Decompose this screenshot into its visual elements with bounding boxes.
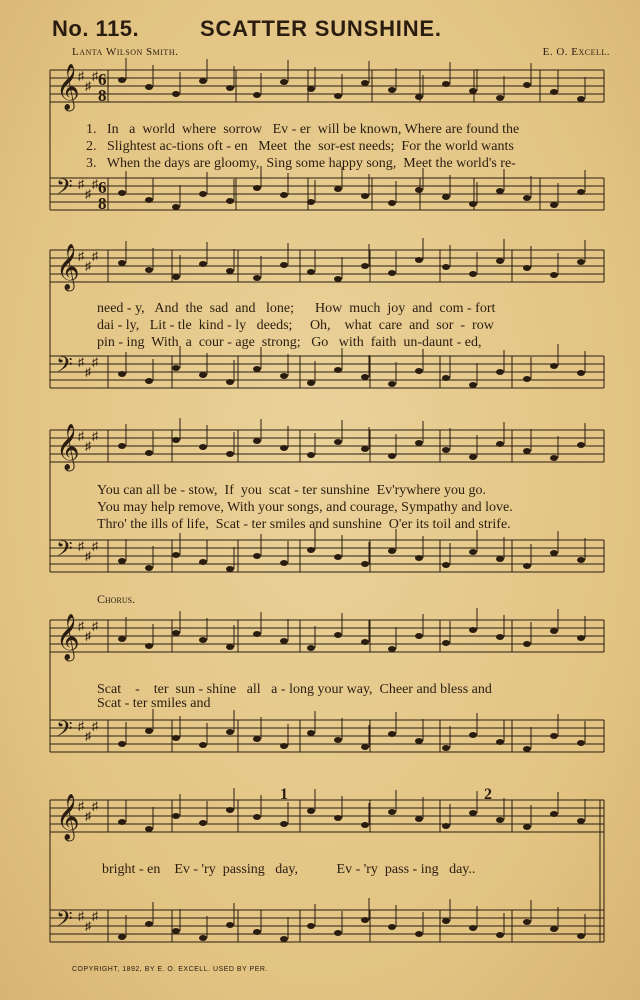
- note-head: [226, 198, 234, 204]
- chorus-line-1-alt: Scat - ter smiles and: [97, 696, 211, 711]
- sharp-icon: ♯: [78, 909, 84, 923]
- sharp-icon: ♯: [85, 259, 91, 273]
- note-head: [523, 448, 531, 454]
- sharp-icon: ♯: [85, 365, 91, 379]
- note-head: [523, 82, 531, 88]
- note-head: [280, 936, 288, 942]
- sharp-icon: ♯: [85, 549, 91, 563]
- note-head: [199, 742, 207, 748]
- sharp-icon: ♯: [92, 799, 98, 813]
- note-head: [334, 930, 342, 936]
- note-head: [253, 736, 261, 742]
- note-head: [226, 566, 234, 572]
- note-head: [199, 820, 207, 826]
- bass-clef-icon: 𝄢: [56, 537, 73, 567]
- note-head: [253, 553, 261, 559]
- note-head: [199, 559, 207, 565]
- note-head: [145, 826, 153, 832]
- note-head: [145, 378, 153, 384]
- note-head: [523, 376, 531, 382]
- sharp-icon: ♯: [92, 177, 98, 191]
- note-head: [469, 732, 477, 738]
- note-head: [145, 643, 153, 649]
- note-head: [469, 382, 477, 388]
- note-head: [361, 744, 369, 750]
- lyricist-credit: Lanta Wilson Smith.: [72, 46, 179, 58]
- note-head: [334, 439, 342, 445]
- note-head: [307, 452, 315, 458]
- sharp-icon: ♯: [78, 249, 84, 263]
- note-head: [334, 276, 342, 282]
- note-head: [361, 446, 369, 452]
- chorus-label: Chorus.: [97, 592, 136, 606]
- note-head: [388, 809, 396, 815]
- note-head: [388, 87, 396, 93]
- note-head: [334, 554, 342, 560]
- note-head: [118, 819, 126, 825]
- note-head: [253, 631, 261, 637]
- note-head: [577, 557, 585, 563]
- note-head: [442, 264, 450, 270]
- verse-3-line-2: pin - ing With a cour - age strong; Go with faith un-daunt - ed,: [97, 335, 482, 350]
- verse-2-line-3: You may help remove, With your songs, and courage, Sympathy and love.: [97, 500, 513, 515]
- note-head: [442, 81, 450, 87]
- note-head: [523, 563, 531, 569]
- note-head: [118, 636, 126, 642]
- note-head: [280, 373, 288, 379]
- sharp-icon: ♯: [85, 187, 91, 201]
- note-head: [145, 728, 153, 734]
- time-signature-digit: 6: [98, 70, 107, 89]
- note-head: [577, 933, 585, 939]
- note-head: [388, 270, 396, 276]
- note-head: [388, 381, 396, 387]
- sharp-icon: ♯: [78, 69, 84, 83]
- note-head: [550, 202, 558, 208]
- note-head: [280, 262, 288, 268]
- note-head: [523, 824, 531, 830]
- note-head: [172, 552, 180, 558]
- note-head: [307, 86, 315, 92]
- sharp-icon: ♯: [85, 809, 91, 823]
- note-head: [415, 555, 423, 561]
- note-head: [253, 366, 261, 372]
- verse-2-line-2: dai - ly, Lit - tle kind - ly deeds; Oh, what care and sor - row: [97, 318, 494, 333]
- note-head: [226, 268, 234, 274]
- copyright-notice: COPYRIGHT, 1892, BY E. O. EXCELL. USED BY PER.: [72, 966, 268, 973]
- note-head: [469, 925, 477, 931]
- note-head: [523, 641, 531, 647]
- sharp-icon: ♯: [78, 429, 84, 443]
- note-head: [199, 78, 207, 84]
- verse-3-line-3: Thro' the ills of life, Scat - ter smiles and sunshine O'er its toil and strife.: [97, 517, 511, 532]
- note-head: [550, 363, 558, 369]
- note-head: [253, 92, 261, 98]
- note-head: [469, 271, 477, 277]
- note-head: [280, 638, 288, 644]
- sharp-icon: ♯: [78, 539, 84, 553]
- note-head: [172, 630, 180, 636]
- note-head: [334, 632, 342, 638]
- note-head: [361, 561, 369, 567]
- hymn-number: No. 115.: [52, 16, 140, 41]
- note-head: [523, 746, 531, 752]
- note-head: [226, 644, 234, 650]
- note-head: [442, 640, 450, 646]
- note-head: [199, 372, 207, 378]
- note-head: [253, 814, 261, 820]
- note-head: [334, 367, 342, 373]
- note-head: [415, 440, 423, 446]
- bass-clef-icon: 𝄢: [56, 717, 73, 747]
- note-head: [577, 740, 585, 746]
- note-head: [388, 646, 396, 652]
- sharp-icon: ♯: [92, 619, 98, 633]
- note-head: [577, 370, 585, 376]
- note-head: [415, 816, 423, 822]
- note-head: [550, 272, 558, 278]
- note-head: [226, 922, 234, 928]
- bass-clef-icon: 𝄢: [56, 175, 73, 205]
- note-head: [496, 556, 504, 562]
- verse-1-line-3: You can all be - stow, If you scat - ter sunshine Ev'rywhere you go.: [97, 483, 486, 498]
- note-head: [307, 645, 315, 651]
- note-head: [361, 193, 369, 199]
- note-head: [118, 260, 126, 266]
- composer-credit: E. O. Excell.: [542, 46, 610, 58]
- note-head: [442, 375, 450, 381]
- note-head: [550, 455, 558, 461]
- note-head: [307, 923, 315, 929]
- treble-clef-icon: 𝄞: [56, 614, 80, 660]
- time-signature-digit: 8: [98, 86, 107, 105]
- time-signature-digit: 6: [98, 178, 107, 197]
- note-head: [469, 454, 477, 460]
- note-head: [496, 739, 504, 745]
- note-head: [172, 928, 180, 934]
- note-head: [118, 371, 126, 377]
- note-head: [550, 89, 558, 95]
- note-head: [361, 80, 369, 86]
- note-head: [307, 547, 315, 553]
- note-head: [307, 380, 315, 386]
- sharp-icon: ♯: [92, 355, 98, 369]
- note-head: [361, 917, 369, 923]
- sharp-icon: ♯: [78, 355, 84, 369]
- note-head: [145, 267, 153, 273]
- note-head: [334, 186, 342, 192]
- note-head: [550, 811, 558, 817]
- note-head: [388, 453, 396, 459]
- note-head: [415, 633, 423, 639]
- sharp-icon: ♯: [92, 69, 98, 83]
- note-head: [361, 263, 369, 269]
- note-head: [415, 368, 423, 374]
- note-head: [199, 261, 207, 267]
- note-head: [172, 735, 180, 741]
- hymn-title: SCATTER SUNSHINE.: [200, 16, 442, 41]
- note-head: [523, 265, 531, 271]
- note-head: [415, 187, 423, 193]
- sharp-icon: ♯: [92, 249, 98, 263]
- note-head: [145, 197, 153, 203]
- note-head: [361, 374, 369, 380]
- note-head: [253, 929, 261, 935]
- sharp-icon: ♯: [78, 619, 84, 633]
- note-head: [334, 815, 342, 821]
- note-head: [361, 822, 369, 828]
- time-signature-digit: 8: [98, 194, 107, 213]
- note-head: [307, 808, 315, 814]
- note-head: [199, 637, 207, 643]
- note-head: [550, 628, 558, 634]
- sharp-icon: ♯: [85, 729, 91, 743]
- note-head: [442, 823, 450, 829]
- note-head: [118, 443, 126, 449]
- note-head: [253, 438, 261, 444]
- note-head: [280, 560, 288, 566]
- note-head: [442, 194, 450, 200]
- sharp-icon: ♯: [78, 177, 84, 191]
- note-head: [172, 274, 180, 280]
- note-head: [442, 745, 450, 751]
- second-ending-mark: 2: [484, 786, 492, 803]
- note-head: [550, 550, 558, 556]
- note-head: [199, 444, 207, 450]
- note-head: [199, 191, 207, 197]
- sharp-icon: ♯: [78, 799, 84, 813]
- note-head: [388, 200, 396, 206]
- bass-clef-icon: 𝄢: [56, 907, 73, 937]
- treble-clef-icon: 𝄞: [56, 244, 80, 290]
- note-head: [496, 441, 504, 447]
- note-head: [118, 190, 126, 196]
- note-head: [523, 919, 531, 925]
- note-head: [172, 204, 180, 210]
- note-head: [334, 737, 342, 743]
- note-head: [172, 91, 180, 97]
- note-head: [469, 549, 477, 555]
- note-head: [226, 807, 234, 813]
- note-head: [172, 813, 180, 819]
- note-head: [496, 258, 504, 264]
- note-head: [145, 84, 153, 90]
- sharp-icon: ♯: [92, 429, 98, 443]
- note-head: [415, 738, 423, 744]
- verse-3-line-1: 3. When the days are gloomy, Sing some happy song, Meet the world's re-: [86, 156, 516, 171]
- note-head: [145, 921, 153, 927]
- note-head: [415, 257, 423, 263]
- note-head: [280, 79, 288, 85]
- sharp-icon: ♯: [85, 79, 91, 93]
- note-head: [118, 741, 126, 747]
- sharp-icon: ♯: [78, 719, 84, 733]
- note-head: [388, 924, 396, 930]
- note-head: [469, 201, 477, 207]
- note-head: [307, 269, 315, 275]
- treble-clef-icon: 𝄞: [56, 64, 80, 110]
- note-head: [199, 935, 207, 941]
- treble-clef-icon: 𝄞: [56, 794, 80, 840]
- note-head: [280, 821, 288, 827]
- note-head: [415, 931, 423, 937]
- note-head: [388, 731, 396, 737]
- note-head: [469, 810, 477, 816]
- note-head: [280, 743, 288, 749]
- note-head: [496, 188, 504, 194]
- note-head: [496, 95, 504, 101]
- note-head: [496, 369, 504, 375]
- note-head: [307, 730, 315, 736]
- sharp-icon: ♯: [92, 719, 98, 733]
- note-head: [145, 450, 153, 456]
- note-head: [442, 447, 450, 453]
- chorus-line-2: bright - en Ev - 'ry passing day, Ev - 'ry pass - ing day..: [102, 862, 476, 877]
- note-head: [280, 192, 288, 198]
- sharp-icon: ♯: [85, 919, 91, 933]
- note-head: [172, 437, 180, 443]
- note-head: [253, 275, 261, 281]
- note-head: [145, 565, 153, 571]
- note-head: [253, 185, 261, 191]
- sharp-icon: ♯: [85, 629, 91, 643]
- note-head: [226, 451, 234, 457]
- note-head: [361, 639, 369, 645]
- sharp-icon: ♯: [85, 439, 91, 453]
- verse-1-line-2: need - y, And the sad and lone; How much joy and com - fort: [97, 301, 496, 316]
- note-head: [523, 195, 531, 201]
- note-head: [496, 634, 504, 640]
- sharp-icon: ♯: [92, 539, 98, 553]
- note-head: [334, 93, 342, 99]
- note-head: [415, 94, 423, 100]
- note-head: [280, 445, 288, 451]
- note-head: [226, 379, 234, 385]
- note-head: [118, 934, 126, 940]
- sharp-icon: ♯: [92, 909, 98, 923]
- note-head: [577, 259, 585, 265]
- note-head: [469, 627, 477, 633]
- note-head: [550, 926, 558, 932]
- note-head: [118, 77, 126, 83]
- note-head: [226, 729, 234, 735]
- note-head: [550, 733, 558, 739]
- note-head: [442, 562, 450, 568]
- note-head: [577, 96, 585, 102]
- note-head: [496, 932, 504, 938]
- note-head: [442, 918, 450, 924]
- note-head: [577, 442, 585, 448]
- note-head: [118, 558, 126, 564]
- note-head: [388, 548, 396, 554]
- first-ending-mark: 1: [280, 786, 288, 803]
- note-head: [496, 817, 504, 823]
- verse-1-line-1: 1. In a world where sorrow Ev - er will be known, Where are found the: [86, 122, 520, 137]
- treble-clef-icon: 𝄞: [56, 424, 80, 470]
- note-head: [307, 199, 315, 205]
- note-head: [577, 635, 585, 641]
- note-head: [469, 88, 477, 94]
- verse-2-line-1: 2. Slightest ac-tions oft - en Meet the sor-est needs; For the world wants: [86, 139, 514, 154]
- note-head: [577, 818, 585, 824]
- chorus-line-1: Scat - ter sun - shine all a - long your way, Cheer and bless and: [97, 682, 492, 697]
- note-head: [226, 85, 234, 91]
- bass-clef-icon: 𝄢: [56, 353, 73, 383]
- note-head: [577, 189, 585, 195]
- note-head: [172, 365, 180, 371]
